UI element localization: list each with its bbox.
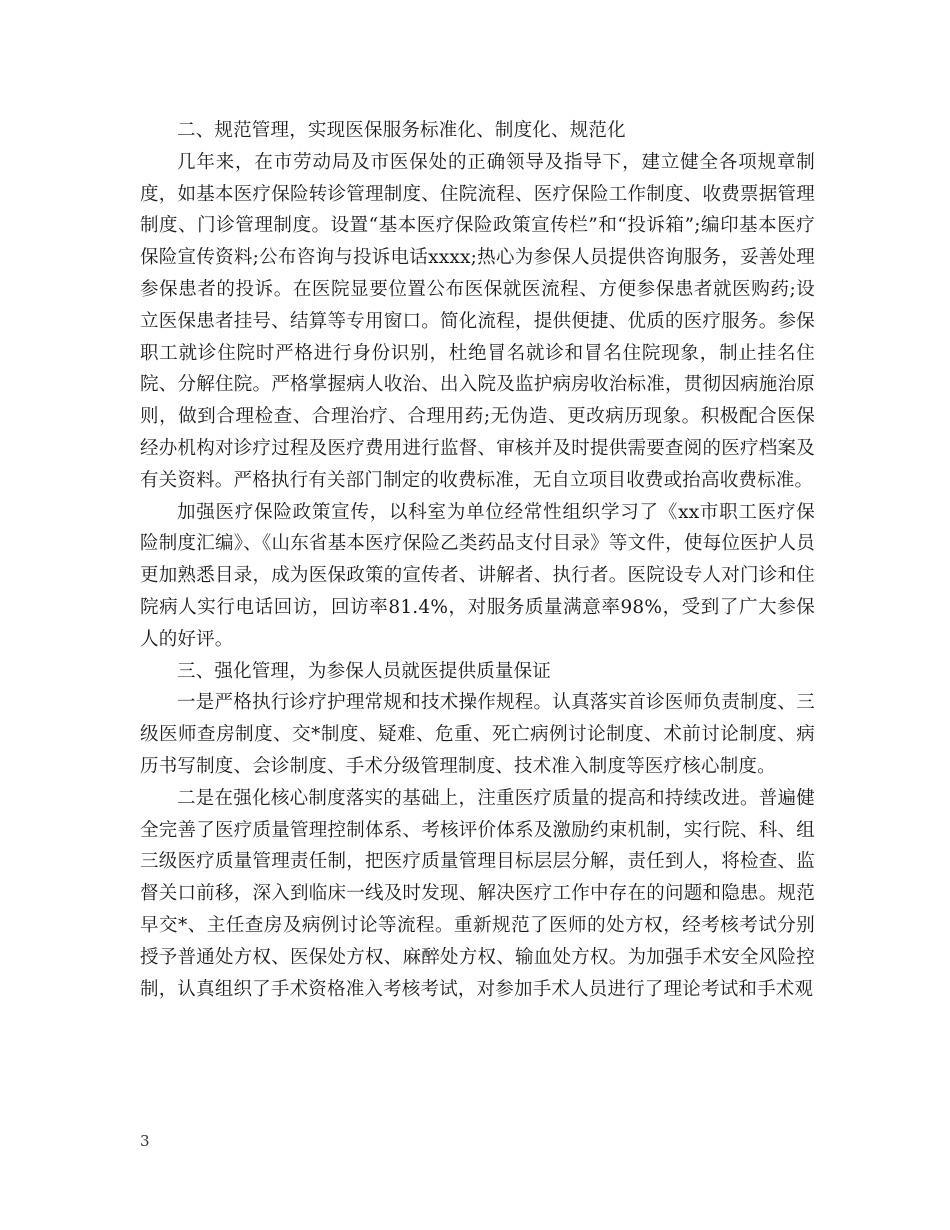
body-paragraph: 二是在强化核心制度落实的基础上，注重医疗质量的提高和持续改进。普遍健全完善了医疗质量管理控制体系、考核评价体系及激励约束机制，实行院、科、组三级医疗质量管理责任制，把医疗质量管理目标层层分解，责任到人，将检查、监督关口前移，深入到临床一线及时发现、解决医疗工作中存在的问题和隐患。规范早交*、主任查房及病例讨论等流程。重新规范了医师的处方权，经考核考试分别授予普通处方权、医保处方权、麻醉处方权、输血处方权。为加强手术安全风险控制，认真组织了手术资格准入考核考试，对参加手术人员进行了理论考试和手术观	[140, 787, 815, 1000]
body-paragraph: 几年来，在市劳动局及市医保处的正确领导及指导下，建立健全各项规章制度，如基本医疗保险转诊管理制度、住院流程、医疗保险工作制度、收费票据管理制度、门诊管理制度。设置“基本医疗保险政策宣传栏”和“投诉箱”;编印基本医疗保险宣传资料;公布咨询与投诉电话xxxx;热心为参保人员提供咨询服务，妥善处理参保患者的投诉。在医院显要位置公布医保就医流程、方便参保患者就医购药;设立医保患者挂号、结算等专用窗口。简化流程，提供便捷、优质的医疗服务。参保职工就诊住院时严格进行身份识别，杜绝冒名就诊和冒名住院现象，制止挂名住院、分解住院。严格掌握病人收治、出入院及监护病房收治标准，贯彻因病施治原则，做到合理检查、合理治疗、合理用药;无伪造、更改病历现象。积极配合医保经办机构对诊疗过程及医疗费用进行监督、审核并及时提供需要查阅的医疗档案及有关资料。严格执行有关部门制定的收费标准，无自立项目收费或抬高收费标准。	[140, 151, 815, 491]
page-number: 3	[140, 1132, 150, 1150]
section-heading-3: 三、强化管理，为参保人员就医提供质量保证	[177, 660, 552, 682]
section-heading-2: 二、规范管理，实现医保服务标准化、制度化、规范化	[177, 120, 626, 141]
body-paragraph: 加强医疗保险政策宣传，以科室为单位经常性组织学习了《xx市职工医疗保险制度汇编》、《山东省基本医疗保险乙类药品支付目录》等文件，使每位医护人员更加熟悉目录，成为医保政策的宣传者、讲解者、执行者。医院设专人对门诊和住院病人实行电话回访，回访率81.4%，对服务质量满意率98%，受到了广大参保人的好评。	[140, 501, 815, 650]
document-body	[140, 115, 815, 1005]
body-paragraph: 一是严格执行诊疗护理常规和技术操作规程。认真落实首诊医师负责制度、三级医师查房制度、交*制度、疑难、危重、死亡病例讨论制度、术前讨论制度、病历书写制度、会诊制度、手术分级管理制度、技术准入制度等医疗核心制度。	[140, 692, 815, 777]
